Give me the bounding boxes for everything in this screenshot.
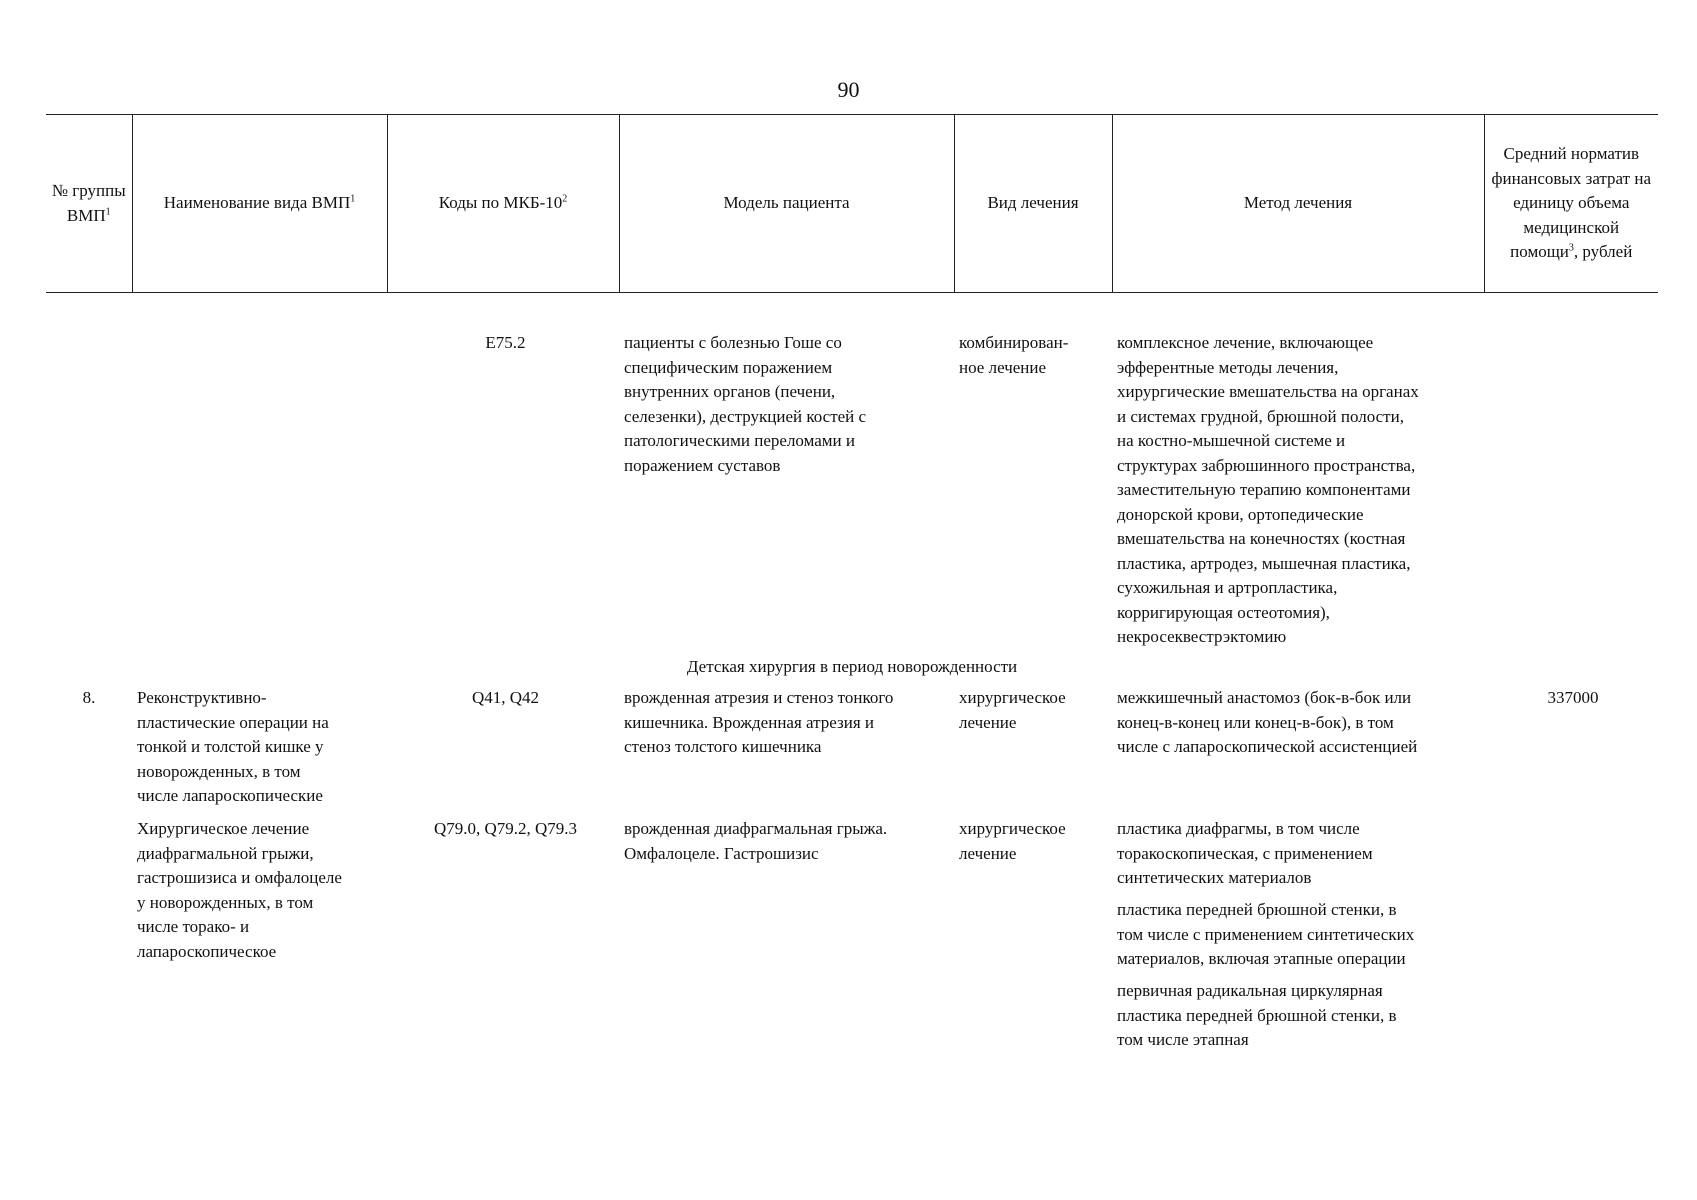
row2-name: Реконструктивно- пластические операции на тонкой и толстой кишке у новорожденных, в том числе лапароскопические xyxy=(137,688,329,805)
header-patient-model: Модель пациента xyxy=(619,115,954,293)
row2-type: хирургическое лечение xyxy=(959,688,1066,732)
row3-method-1: пластика диафрагмы, в том числе торакоскопическая, с применением синтетических материалов xyxy=(1117,819,1373,887)
row3-model: врожденная диафрагмальная грыжа. Омфалоцеле. Гастрошизис xyxy=(624,819,888,863)
row3-method-2: пластика передней брюшной стенки, в том числе с применением синтетических материалов, включая этапные операции xyxy=(1117,900,1415,968)
header-group-number: № группы ВМП$^1$ xyxy=(46,115,132,293)
page-number: 90 xyxy=(837,77,860,102)
header-vmp-name: Наименование вида ВМП$^1$ xyxy=(132,115,387,293)
row3-type: хирургическое лечение xyxy=(959,819,1066,863)
row2-codes: Q41, Q42 xyxy=(471,688,540,707)
row3-codes: Q79.0, Q79.2, Q79.3 xyxy=(433,819,578,838)
header-treatment-type: Вид лечения xyxy=(954,115,1112,293)
row3-name: Хирургическое лечение диафрагмальной грыжи, гастрошизиса и омфалоцеле у новорожденных, в том числе торако- и лапароскопическое xyxy=(137,819,342,961)
row1-method: комплексное лечение, включающее эфферентные методы лечения, хирургические вмешательства на органах и системах грудной, брюшной полости, на костно-мышечной системе и структурах забрюшинного пространства, заместительную терапию компонентами донорской крови, ортопедические вмешательства на конечностях (костная пластика, артродез, мышечная пластика, сухожильная и артропластика, корригирующая остеотомия), некросеквестрэктомию xyxy=(1117,333,1419,646)
table-header xyxy=(46,114,1658,293)
row2-cost: 337000 xyxy=(1547,688,1599,707)
header-icd-codes: Коды по МКБ-$10^2$ xyxy=(387,115,619,293)
row1-codes: E75.2 xyxy=(485,333,526,352)
header-average-cost: Средний норматив финансовых затрат на единицу объема медицинской помощи$^3$, рублей xyxy=(1484,115,1658,293)
row1-model: пациенты с болезнью Гоше со специфическим поражением внутренних органов (печени, селезенки), деструкцией костей с патологическими переломами и поражением суставов xyxy=(624,333,867,475)
row2-model: врожденная атрезия и стеноз тонкого кишечника. Врожденная атрезия и стеноз толстого кишечника xyxy=(624,688,894,756)
header-treatment-method: Метод лечения xyxy=(1112,115,1484,293)
row1-type: комбинирован- ное лечение xyxy=(959,333,1069,377)
row3-method-3: первичная радикальная циркулярная пластика передней брюшной стенки, в том числе этапная xyxy=(1117,981,1397,1049)
section-title: Детская хирургия в период новорожденности xyxy=(686,657,1018,676)
row2-number: 8. xyxy=(82,688,96,707)
row2-method: межкишечный анастомоз (бок-в-бок или конец-в-конец или конец-в-бок), в том числе с лапароскопической ассистенцией xyxy=(1117,688,1418,756)
